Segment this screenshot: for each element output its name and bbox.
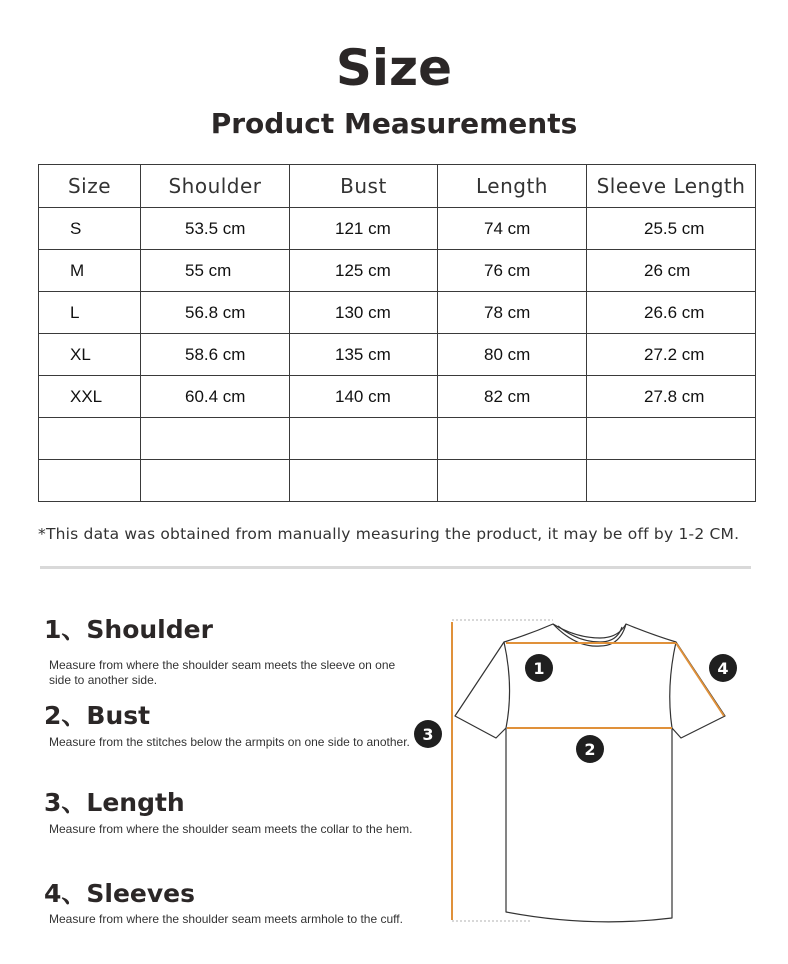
measurement-diagram	[410, 612, 750, 932]
table-cell: 121 cm	[290, 208, 438, 250]
table-header-row	[39, 165, 756, 208]
header-bust: Bust	[290, 165, 438, 208]
table-cell: XL	[39, 334, 141, 376]
section-title-shoulder: 1、Shoulder	[44, 615, 213, 644]
table-cell	[587, 460, 756, 502]
table-cell	[438, 418, 587, 460]
header-shoulder: Shoulder	[141, 165, 290, 208]
table-row	[39, 418, 756, 460]
page-subtitle: Product Measurements	[210, 107, 578, 140]
marker-4-label: 4	[717, 659, 729, 678]
table-cell: 55 cm	[141, 250, 290, 292]
header-size: Size	[39, 165, 141, 208]
table-row	[39, 376, 756, 418]
table-cell: 56.8 cm	[141, 292, 290, 334]
table-cell	[438, 460, 587, 502]
table-cell: 125 cm	[290, 250, 438, 292]
marker-2	[576, 735, 604, 763]
section-desc-length: Measure from where the shoulder seam meets the collar to the hem.	[49, 822, 413, 836]
table-cell	[39, 460, 141, 502]
table-cell: 78 cm	[438, 292, 587, 334]
table-cell: 60.4 cm	[141, 376, 290, 418]
table-cell: 25.5 cm	[587, 208, 756, 250]
table-cell: 27.2 cm	[587, 334, 756, 376]
section-title-sleeves: 4、Sleeves	[44, 879, 196, 908]
section-desc-sleeves: Measure from where the shoulder seam meets armhole to the cuff.	[49, 912, 403, 926]
table-cell	[290, 460, 438, 502]
table-cell	[141, 460, 290, 502]
measure-lines	[452, 622, 724, 920]
marker-3	[414, 720, 442, 748]
table-cell: 74 cm	[438, 208, 587, 250]
section-title-length: 3、Length	[44, 788, 185, 817]
table-cell: 53.5 cm	[141, 208, 290, 250]
marker-2-label: 2	[584, 740, 596, 759]
table-cell: 27.8 cm	[587, 376, 756, 418]
table-cell	[141, 418, 290, 460]
table-cell	[39, 418, 141, 460]
header-length: Length	[438, 165, 587, 208]
marker-3-label: 3	[422, 725, 434, 744]
table-row	[39, 250, 756, 292]
table-cell: 135 cm	[290, 334, 438, 376]
size-table	[38, 164, 756, 502]
table-row	[39, 292, 756, 334]
table-cell: S	[39, 208, 141, 250]
table-cell: 58.6 cm	[141, 334, 290, 376]
table-cell: 130 cm	[290, 292, 438, 334]
table-row	[39, 460, 756, 502]
divider	[40, 566, 751, 569]
marker-1-label: 1	[533, 659, 545, 678]
section-title-bust: 2、Bust	[44, 701, 151, 730]
measurement-note: *This data was obtained from manually measuring the product, it may be off by 1-2 CM.	[38, 525, 740, 543]
tshirt-icon	[455, 624, 725, 922]
marker-4	[709, 654, 737, 682]
table-cell: 26 cm	[587, 250, 756, 292]
section-desc-bust: Measure from the stitches below the armpits on one side to another.	[49, 735, 410, 749]
table-cell: 82 cm	[438, 376, 587, 418]
header-sleeve-length: Sleeve Length	[587, 165, 756, 208]
table-cell	[290, 418, 438, 460]
section-desc-shoulder: Measure from where the shoulder seam meets the sleeve on one side to another side.	[49, 658, 396, 687]
table-cell: XXL	[39, 376, 141, 418]
page-title: Size	[335, 39, 453, 97]
table-row	[39, 334, 756, 376]
table-cell: 80 cm	[438, 334, 587, 376]
table-cell: M	[39, 250, 141, 292]
table-row	[39, 208, 756, 250]
table-cell: 140 cm	[290, 376, 438, 418]
table-cell	[587, 418, 756, 460]
table-cell: 26.6 cm	[587, 292, 756, 334]
table-cell: L	[39, 292, 141, 334]
table-cell: 76 cm	[438, 250, 587, 292]
marker-1	[525, 654, 553, 682]
